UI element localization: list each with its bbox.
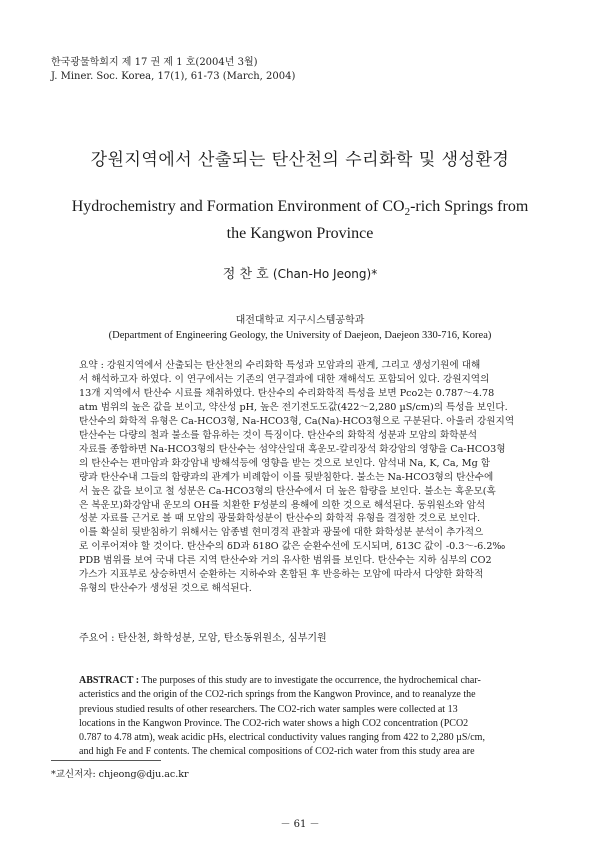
journal-line-ko: 한국광물학회지 제 17 권 제 1 호(2004년 3월) (51, 57, 258, 68)
abstract-ko-line: 은 복운모)화강암내 운모의 OH를 치환한 F성분의 용해에 의한 것으로 해석된다. 동위원소와 암석 (79, 499, 486, 511)
title-english-subscript: 2 (404, 206, 411, 219)
keywords-text: 탄산천, 화학성분, 모암, 탄소동위원소, 심부기원 (117, 633, 327, 644)
abstract-en-line: previous studied results of other researchers. The CO2-rich water samples were collected at 13 (79, 703, 458, 715)
author-name-ko: 정 찬 호 (222, 267, 269, 282)
abstract-en-line: locations in the Kangwon Province. The CO2-rich water shows a high CO2 concentration (PCO2 (79, 717, 469, 729)
title-english-line1-post: -rich Springs from (410, 198, 529, 215)
affiliation (0, 313, 600, 343)
affiliation-ko: 대전대학교 지구시스템공학과 (235, 315, 365, 326)
abstract-en-line: acteristics and the origin of the CO2-rich springs from the Kangwon Province, and to reanalyze the (79, 689, 476, 701)
abstract-ko-line: 자료를 종합하면 Na-HCO3형의 탄산수는 섬약산일대 흑운모-칼리장석 화강암의 영향을 Ca-HCO3형 (79, 443, 506, 455)
keywords-label: 주요어 : (79, 633, 115, 644)
abstract-ko-line: 로 이루어져야 할 것이다. 탄산수의 δD과 δ18O 값은 순환수선에 도시되며, δ13C 값이 -0.3～-6.2‰ (79, 541, 506, 553)
abstract-en-line: 0.787 to 4.78 atm), weak acidic pHs, electrical conductivity values ranging from 422 to 2,280 µS/cm, (79, 732, 485, 744)
footnote-rule (51, 760, 161, 761)
abstract-korean (79, 359, 524, 596)
footnote-corresponding-author: *교신저자: chjeong@dju.ac.kr (51, 769, 189, 780)
abstract-en-line: and high Fe and F contents. The chemical compositions of CO2-rich water from this study area are (79, 746, 475, 758)
abstract-ko-line: atm 범위의 높은 값을 보이고, 약산성 pH, 높은 전기전도도값(422～2,280 µS/cm)의 특성을 보인다. (79, 401, 508, 413)
abstract-ko-line: 량과 탄산수내 그들의 함량과의 관계가 비례함이 이를 뒷받침한다. 불소는 Na-HCO3형의 탄산수에 (79, 471, 494, 483)
abstract-ko-line: 이를 확실히 뒷받침하기 위해서는 암종별 현미경적 관찰과 광물에 대한 화학성분 분석이 추가적으 (79, 527, 484, 539)
title-english-line1-pre: Hydrochemistry and Formation Environment of CO (71, 198, 405, 215)
journal-line-en: J. Miner. Soc. Korea, 17(1), 61-73 (March, 2004) (51, 71, 296, 82)
keywords (79, 629, 524, 644)
page-number: － 61 － (280, 819, 320, 830)
abstract-en-label: ABSTRACT : (79, 675, 140, 686)
journal-header (51, 56, 295, 84)
abstract-ko-line: 의 탄산수는 편마암과 화강암내 방해석등에 영향을 받는 것으로 보인다. 암석내 Na, K, Ca, Mg 함 (79, 457, 491, 469)
abstract-ko-line: 성분 자료를 근거로 볼 때 모암의 광물화학성분이 탄산수의 화학적 유형을 결정한 것으로 보인다. (79, 513, 481, 525)
abstract-ko-line: 탄산수의 화학적 유형은 Ca-HCO3형, Na-HCO3형, Ca(Na)-HCO3형으로 구분된다. 아울러 강원지역 (79, 415, 515, 427)
abstract-ko-line: 유형의 탄산수가 생성된 것으로 해석된다. (79, 583, 252, 595)
title-english (40, 196, 560, 245)
abstract-ko-line: 탄산수는 다량의 철과 불소를 함유하는 것이 특징이다. 탄산수의 화학적 성분과 모암의 화학분석 (79, 429, 478, 441)
abstract-en-line: ABSTRACT : The purposes of this study are to investigate the occurrence, the hydrochemical char- (79, 675, 481, 686)
affiliation-en: (Department of Engineering Geology, the University of Daejeon, Daejeon 330-716, Korea) (108, 330, 492, 341)
abstract-ko-line: 13개 지역에서 탄산수 시료를 채취하였다. 탄산수의 수리화학적 특성을 보면 Pco2는 0.787～4.78 (79, 387, 495, 399)
author-line (0, 263, 600, 282)
abstract-ko-line: 서 해석하고자 하였다. 이 연구에서는 기존의 연구결과에 대한 재해석도 포함되어 있다. 강원지역의 (79, 373, 490, 385)
abstract-ko-line: 서 높은 값을 보이고 철 성분은 Ca-HCO3형의 탄산수에서 더 높은 함량을 보인다. 불소는 흑운모(흑 (79, 485, 496, 497)
title-english-line2: the Kangwon Province (226, 225, 374, 243)
abstract-ko-label: 요약 : (79, 360, 104, 371)
title-korean: 강원지역에서 산출되는 탄산천의 수리화학 및 생성환경 (90, 150, 510, 170)
abstract-ko-line: PDB 범위를 보여 국내 다른 지역 탄산수와 거의 유사한 범위를 보인다. 탄산수는 지하 심부의 CO2 (79, 555, 492, 567)
abstract-english (79, 674, 524, 760)
author-name-en: (Chan-Ho Jeong)* (272, 267, 378, 281)
abstract-ko-line: 가스가 지표부로 상승하면서 순환하는 지하수와 혼합된 후 반응하는 모암에 따라서 다양한 화학적 (79, 569, 484, 581)
abstract-ko-line: 요약 : 강원지역에서 산출되는 탄산천의 수리화학 특성과 모암과의 관계, 그리고 생성기원에 대해 (79, 360, 481, 371)
